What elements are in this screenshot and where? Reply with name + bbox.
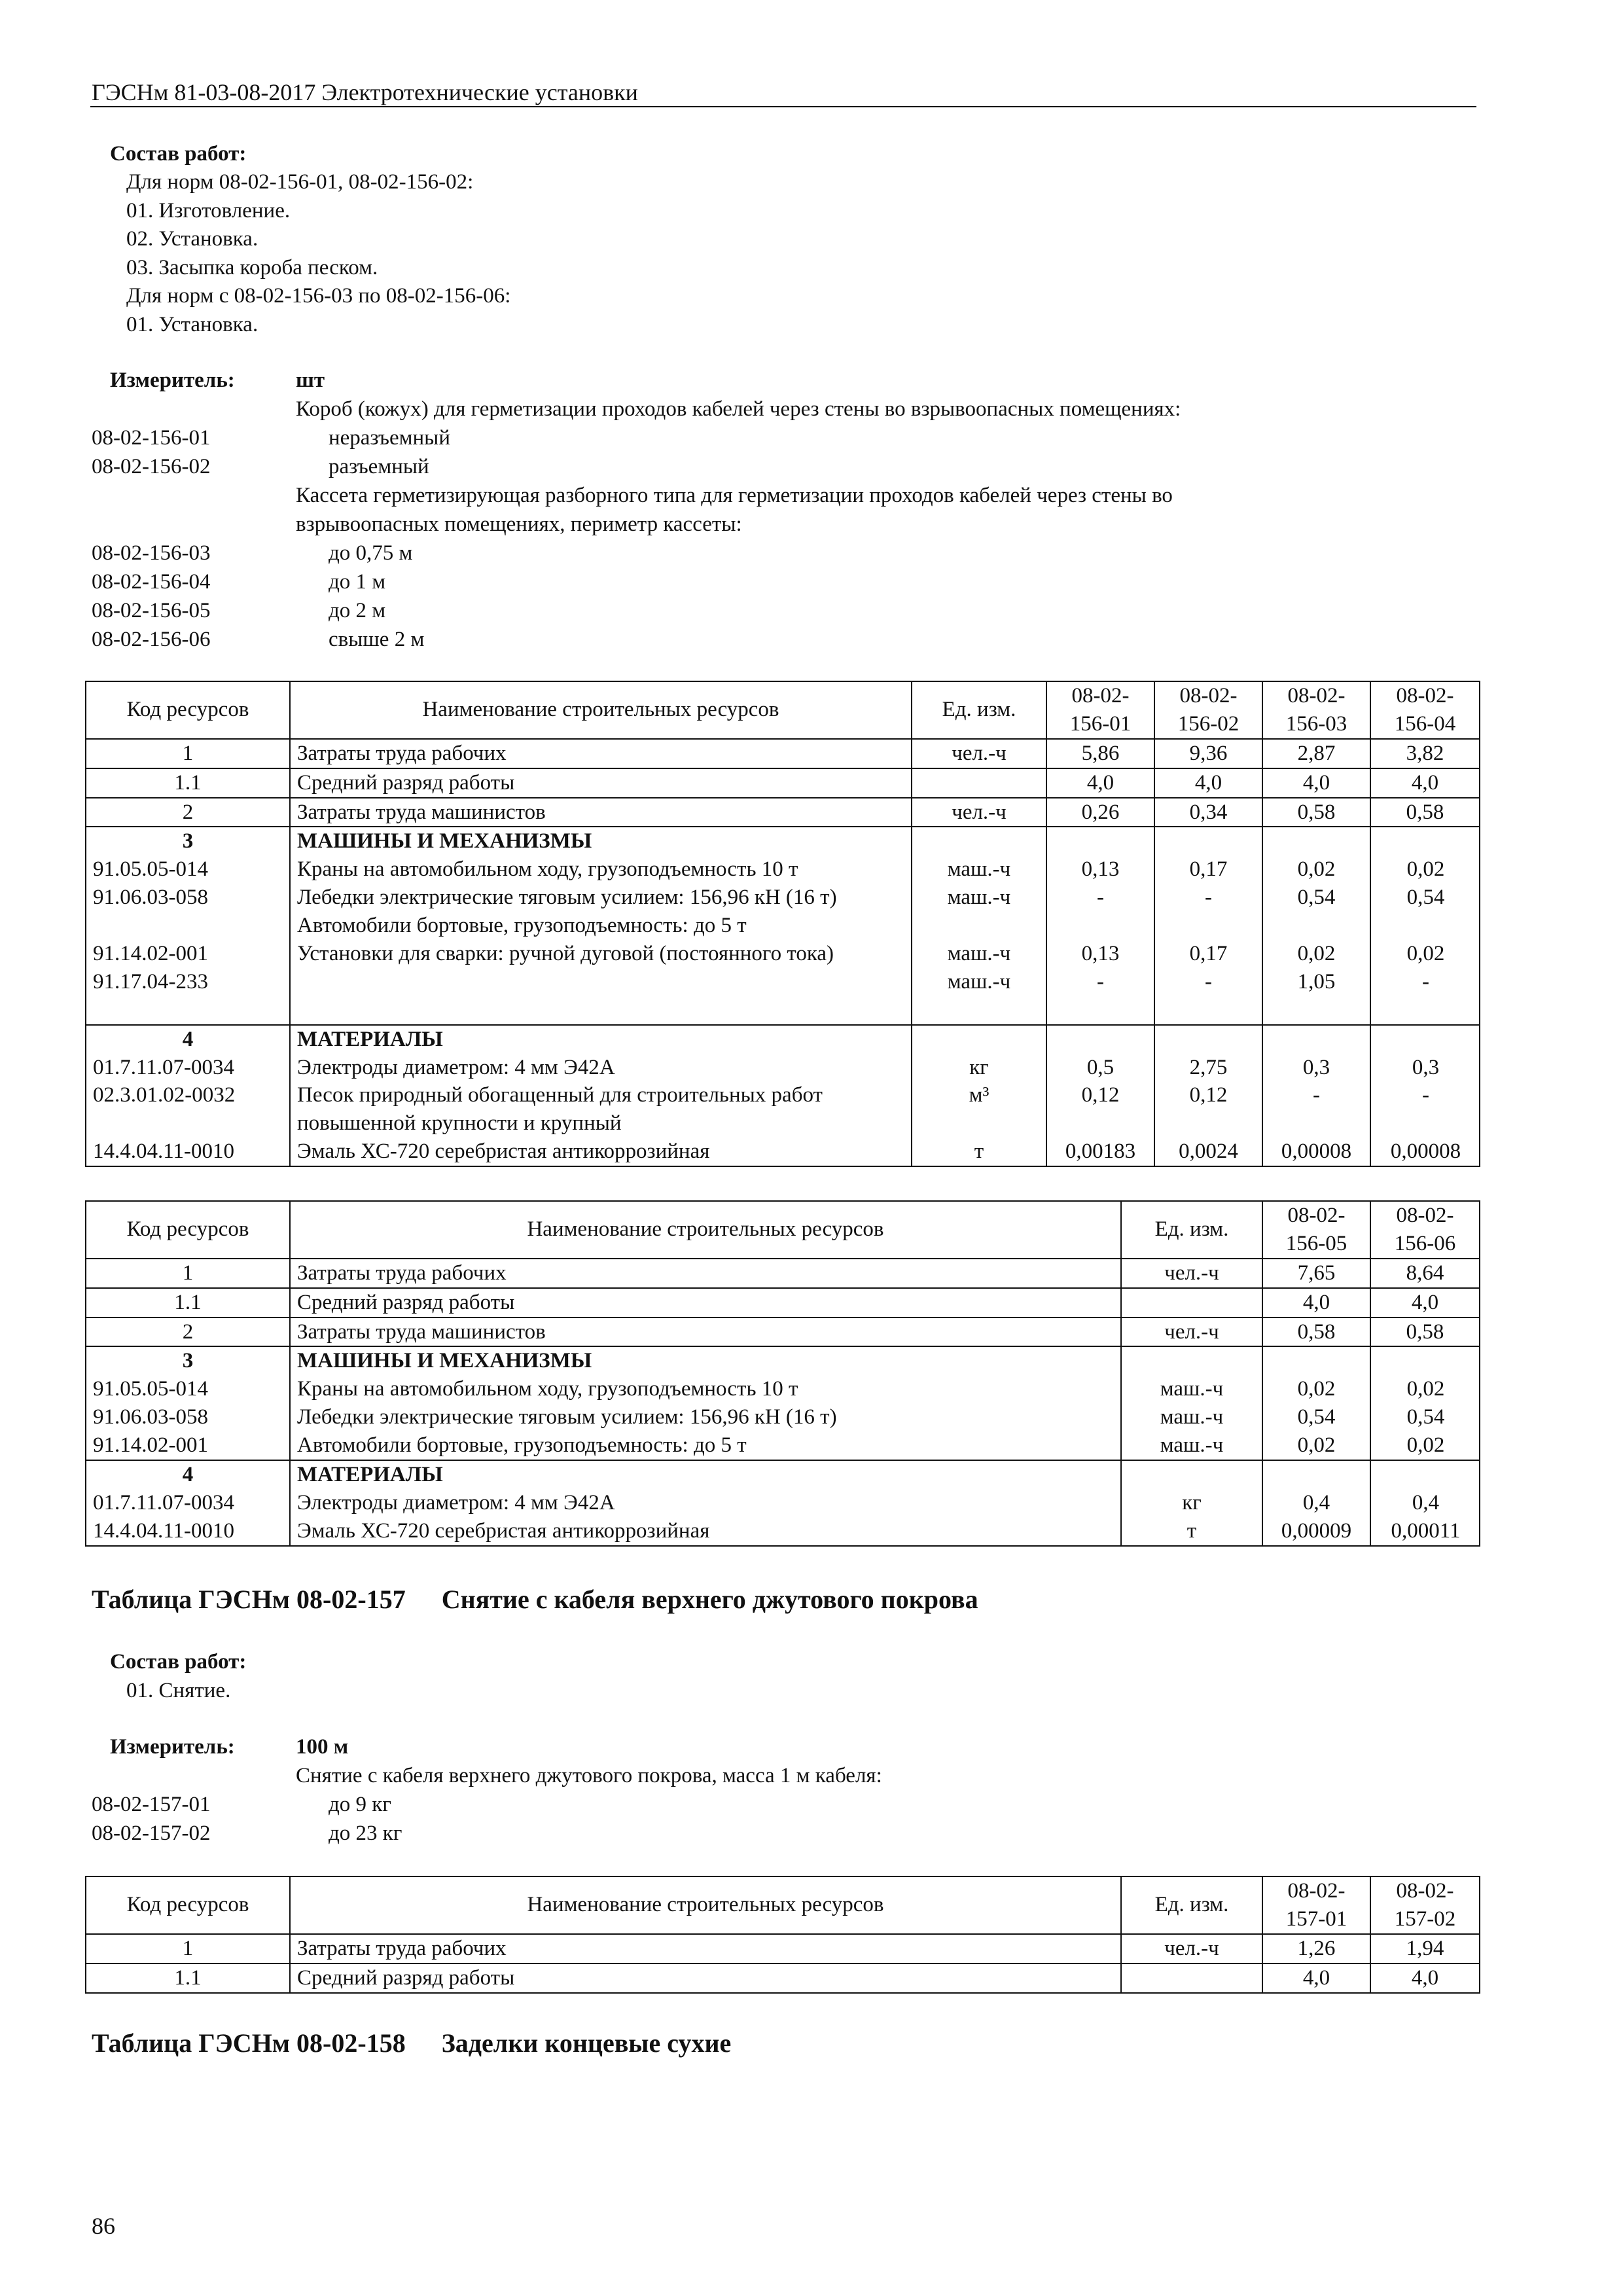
meter-label: Измеритель:: [110, 1735, 235, 1759]
col-header-code: Код ресурсов: [86, 1201, 290, 1259]
resource-value: 0,00011: [1391, 1518, 1461, 1543]
resource-value: 0,02: [1297, 857, 1336, 882]
col-header-norm: 08-02- 156-06: [1370, 1201, 1480, 1259]
resource-unit: [1121, 1964, 1262, 1993]
resource-name: Средний разряд работы: [290, 1288, 1121, 1318]
resource-code: 1.1: [86, 1964, 290, 1993]
resource-value: 0,58: [1262, 1318, 1370, 1347]
group-title: МАТЕРИАЛЫ: [297, 1027, 443, 1051]
resource-value: 0,58: [1370, 798, 1480, 827]
resource-value: -: [1422, 1083, 1429, 1107]
col-header-norm: 08-02- 156-02: [1154, 681, 1262, 739]
resource-name: Средний разряд работы: [290, 768, 912, 798]
norm-group-description: Кассета герметизирующая разборного типа для герметизации проходов кабелей через стены во: [296, 484, 1173, 507]
resource-value: 1,94: [1370, 1934, 1480, 1964]
resource-value: -: [1205, 886, 1212, 910]
resource-name: Затраты труда рабочих: [290, 1934, 1121, 1964]
resource-value: 4,0: [1262, 768, 1370, 798]
resource-value: 0,02: [1406, 1433, 1445, 1458]
resource-code: 91.05.05-014: [93, 857, 208, 882]
resource-value: 2,87: [1262, 739, 1370, 768]
group-title: МАШИНЫ И МЕХАНИЗМЫ: [297, 1349, 592, 1373]
resource-value: 0,00008: [1281, 1139, 1352, 1164]
resource-value: 0,02: [1406, 942, 1445, 966]
resource-unit: т: [1186, 1518, 1197, 1543]
resource-value: 5,86: [1046, 739, 1154, 768]
resource-code: 91.06.03-058: [93, 886, 208, 910]
resource-value: 4,0: [1262, 1288, 1370, 1318]
resource-value: -: [1313, 1083, 1320, 1107]
resource-value: 0,58: [1262, 798, 1370, 827]
resources-table-157: [85, 1876, 1480, 1994]
resource-code: 3: [182, 829, 194, 853]
norm-text: до 23 кг: [329, 1821, 402, 1845]
composition-item: 03. Засыпка короба песком.: [126, 255, 378, 279]
composition-item: Для норм 08-02-156-01, 08-02-156-02:: [126, 170, 474, 194]
resource-value: 0,34: [1154, 798, 1262, 827]
resource-unit: [1121, 1288, 1262, 1318]
composition-label: Состав работ:: [110, 1650, 247, 1674]
norm-code: 08-02-156-05: [92, 599, 211, 622]
resource-value: 7,65: [1262, 1259, 1370, 1288]
resource-value: 0,58: [1370, 1318, 1480, 1347]
norm-group-description: взрывоопасных помещениях, периметр кассеты:: [296, 512, 742, 536]
resource-name: Автомобили бортовые, грузоподъемность: до 5 т: [297, 1433, 747, 1458]
resource-name: Автомобили бортовые, грузоподъемность: до 5 т: [297, 914, 747, 938]
resource-value: 0,17: [1189, 857, 1228, 882]
resource-name: Электроды диаметром: 4 мм Э42А: [297, 1490, 615, 1515]
resource-value: 3,82: [1370, 739, 1480, 768]
resource-value: 0,13: [1081, 857, 1120, 882]
col-header-unit: Ед. изм.: [1121, 1876, 1262, 1934]
resource-code: 1.1: [86, 1288, 290, 1318]
col-header-name: Наименование строительных ресурсов: [290, 1876, 1121, 1934]
col-header-unit: Ед. изм.: [1121, 1201, 1262, 1259]
resource-unit: маш.-ч: [947, 942, 1011, 966]
resource-code: 14.4.04.11-0010: [93, 1518, 235, 1543]
resource-code: 4: [182, 1463, 194, 1487]
group-title: МАТЕРИАЛЫ: [297, 1463, 443, 1487]
col-header-code: Код ресурсов: [86, 681, 290, 739]
norm-code: 08-02-157-01: [92, 1793, 211, 1816]
resource-value: 4,0: [1046, 768, 1154, 798]
resource-value: 0,17: [1189, 942, 1228, 966]
resource-code: 01.7.11.07-0034: [93, 1055, 235, 1079]
resource-unit: кг: [1182, 1490, 1202, 1515]
col-header-unit: Ед. изм.: [912, 681, 1046, 739]
resource-name: Лебедки электрические тяговым усилием: 156,96 кН (16 т): [297, 886, 837, 910]
resource-value: 0,26: [1046, 798, 1154, 827]
resource-code: 1.1: [86, 768, 290, 798]
resource-unit: чел.-ч: [912, 739, 1046, 768]
resource-unit: маш.-ч: [1160, 1377, 1224, 1401]
table-row: [86, 739, 1480, 768]
resource-value: 0,54: [1406, 1405, 1445, 1429]
resource-name: Затраты труда машинистов: [290, 1318, 1121, 1347]
resource-value: -: [1097, 886, 1104, 910]
table-number: Таблица ГЭСНм 08-02-157: [92, 1585, 406, 1614]
resource-name: Эмаль ХС-720 серебристая антикоррозийная: [297, 1518, 710, 1543]
norm-text: до 1 м: [329, 570, 386, 594]
composition-item: 01. Изготовление.: [126, 198, 291, 223]
table-title: Снятие с кабеля верхнего джутового покрова: [441, 1585, 978, 1614]
resource-value: 0,12: [1189, 1083, 1228, 1107]
composition-item: Для норм с 08-02-156-03 по 08-02-156-06:: [126, 284, 511, 308]
table-group-row: [86, 1460, 1480, 1546]
resource-unit: чел.-ч: [1121, 1259, 1262, 1288]
resource-unit: м³: [969, 1083, 990, 1107]
resources-table-156-01-04: [85, 681, 1480, 1167]
resource-unit: чел.-ч: [912, 798, 1046, 827]
norm-text: неразъемный: [329, 426, 451, 450]
col-header-name: Наименование строительных ресурсов: [290, 1201, 1121, 1259]
norm-text: до 0,75 м: [329, 541, 413, 565]
header-rule: [90, 106, 1476, 107]
resource-code: 3: [182, 1349, 194, 1373]
resource-value: 0,13: [1081, 942, 1120, 966]
resource-value: 0,0024: [1179, 1139, 1238, 1164]
table-row: [86, 798, 1480, 827]
col-header-norm: 08-02- 156-05: [1262, 1201, 1370, 1259]
resource-code: 91.17.04-233: [93, 969, 208, 994]
col-header-code: Код ресурсов: [86, 1876, 290, 1934]
resource-value: 0,00008: [1390, 1139, 1461, 1164]
resource-value: 4,0: [1154, 768, 1262, 798]
composition-item: 02. Установка.: [126, 227, 259, 251]
resource-value: 1,26: [1262, 1934, 1370, 1964]
resource-code: 01.7.11.07-0034: [93, 1490, 235, 1515]
table-row: [86, 1288, 1480, 1318]
table-row: [86, 1318, 1480, 1347]
resource-name: Лебедки электрические тяговым усилием: 156,96 кН (16 т): [297, 1405, 837, 1429]
resource-code: 91.14.02-001: [93, 1433, 208, 1458]
resource-value: 0,02: [1297, 1377, 1336, 1401]
resource-name: Краны на автомобильном ходу, грузоподъемность 10 т: [297, 1377, 798, 1401]
table-group-row: [86, 827, 1480, 1024]
resource-value: -: [1097, 969, 1104, 994]
meter-label: Измеритель:: [110, 368, 235, 392]
table-row: [86, 1964, 1480, 1993]
resource-value: 0,02: [1297, 1433, 1336, 1458]
resource-value: 0,00183: [1065, 1139, 1136, 1164]
resource-unit: маш.-ч: [1160, 1405, 1224, 1429]
resource-name: Электроды диаметром: 4 мм Э42А: [297, 1055, 615, 1079]
resource-value: 4,0: [1262, 1964, 1370, 1993]
resource-value: 2,75: [1189, 1055, 1228, 1079]
resource-value: 4,0: [1370, 1964, 1480, 1993]
resource-value: 0,54: [1406, 886, 1445, 910]
resource-value: -: [1205, 969, 1212, 994]
resource-value: 8,64: [1370, 1259, 1480, 1288]
resource-value: 9,36: [1154, 739, 1262, 768]
resource-code: 2: [86, 1318, 290, 1347]
resource-value: 0,54: [1297, 1405, 1336, 1429]
resource-code: 91.05.05-014: [93, 1377, 208, 1401]
table-row: [86, 1259, 1480, 1288]
section-title-157: [92, 1583, 978, 1617]
resource-unit: кг: [969, 1055, 989, 1079]
resource-value: 4,0: [1370, 768, 1480, 798]
col-header-norm: 08-02- 156-01: [1046, 681, 1154, 739]
resource-value: 0,00009: [1281, 1518, 1352, 1543]
norm-code: 08-02-157-02: [92, 1821, 211, 1845]
resource-unit: маш.-ч: [947, 857, 1011, 882]
resource-unit: маш.-ч: [947, 969, 1011, 994]
running-header: ГЭСНм 81-03-08-2017 Электротехнические установки: [92, 79, 638, 105]
group-title: МАШИНЫ И МЕХАНИЗМЫ: [297, 829, 592, 853]
norm-code: 08-02-156-02: [92, 455, 211, 478]
resource-code: 1: [86, 1934, 290, 1964]
resource-code: 4: [182, 1027, 194, 1051]
norm-text: до 2 м: [329, 599, 386, 622]
resource-value: 0,02: [1297, 942, 1336, 966]
resource-value: 0,02: [1406, 857, 1445, 882]
resource-code: 14.4.04.11-0010: [93, 1139, 235, 1164]
norm-code: 08-02-156-01: [92, 426, 211, 450]
resource-value: 0,4: [1302, 1490, 1330, 1515]
norm-group-description: Снятие с кабеля верхнего джутового покрова, масса 1 м кабеля:: [296, 1764, 882, 1787]
col-header-norm: 08-02- 156-04: [1370, 681, 1480, 739]
col-header-norm: 08-02- 156-03: [1262, 681, 1370, 739]
norm-group-description: Короб (кожух) для герметизации проходов кабелей через стены во взрывоопасных помещениях:: [296, 397, 1181, 421]
table-group-row: [86, 1346, 1480, 1460]
composition-item: 01. Снятие.: [126, 1679, 231, 1702]
page-number: 86: [92, 2213, 115, 2239]
meter-unit: шт: [296, 368, 325, 392]
resource-code: 2: [86, 798, 290, 827]
resource-code: 91.06.03-058: [93, 1405, 208, 1429]
resources-table-156-05-06: [85, 1200, 1480, 1547]
resource-name: Установки для сварки: ручной дуговой (постоянного тока): [297, 942, 834, 966]
table-group-row: [86, 1025, 1480, 1166]
resource-value: 0,02: [1406, 1377, 1445, 1401]
resource-unit: маш.-ч: [1160, 1433, 1224, 1458]
resource-code: 02.3.01.02-0032: [93, 1083, 236, 1107]
meter-unit: 100 м: [296, 1735, 349, 1759]
col-header-name: Наименование строительных ресурсов: [290, 681, 912, 739]
resource-code: 1: [86, 1259, 290, 1288]
resource-value: 0,5: [1086, 1055, 1115, 1079]
resource-value: 0,54: [1297, 886, 1336, 910]
resource-value: 1,05: [1297, 969, 1336, 994]
resource-unit: т: [974, 1139, 984, 1164]
norm-text: до 9 кг: [329, 1793, 391, 1816]
resource-value: 4,0: [1370, 1288, 1480, 1318]
resource-name: Затраты труда рабочих: [290, 739, 912, 768]
resource-name: Эмаль ХС-720 серебристая антикоррозийная: [297, 1139, 710, 1164]
composition-list: [126, 168, 510, 339]
resource-name: Затраты труда машинистов: [290, 798, 912, 827]
resource-code: 91.14.02-001: [93, 942, 208, 966]
table-row: [86, 768, 1480, 798]
resource-value: 0,12: [1081, 1083, 1120, 1107]
norm-text: свыше 2 м: [329, 628, 425, 651]
table-title: Заделки концевые сухие: [441, 2028, 732, 2058]
resource-value: -: [1422, 969, 1429, 994]
resource-code: 1: [86, 739, 290, 768]
resource-unit: [912, 768, 1046, 798]
norm-code: 08-02-156-06: [92, 628, 211, 651]
composition-label: Состав работ:: [110, 142, 247, 166]
norm-code: 08-02-156-04: [92, 570, 211, 594]
table-row: [86, 1934, 1480, 1964]
resource-value: 0,3: [1302, 1055, 1330, 1079]
resource-unit: маш.-ч: [947, 886, 1011, 910]
resource-value: 0,3: [1412, 1055, 1440, 1079]
section-title-158: [92, 2026, 731, 2061]
resource-name: Затраты труда рабочих: [290, 1259, 1121, 1288]
resource-name: Средний разряд работы: [290, 1964, 1121, 1993]
norm-text: разъемный: [329, 455, 429, 478]
resource-name: Песок природный обогащенный для строительных работ повышенной крупности и крупный: [297, 1083, 823, 1136]
resource-unit: чел.-ч: [1121, 1318, 1262, 1347]
resource-value: 0,4: [1412, 1490, 1440, 1515]
table-number: Таблица ГЭСНм 08-02-158: [92, 2028, 406, 2058]
norm-code: 08-02-156-03: [92, 541, 211, 565]
composition-item: 01. Установка.: [126, 312, 259, 336]
col-header-norm: 08-02- 157-02: [1370, 1876, 1480, 1934]
col-header-norm: 08-02- 157-01: [1262, 1876, 1370, 1934]
resource-unit: чел.-ч: [1121, 1934, 1262, 1964]
resource-name: Краны на автомобильном ходу, грузоподъемность 10 т: [297, 857, 798, 882]
